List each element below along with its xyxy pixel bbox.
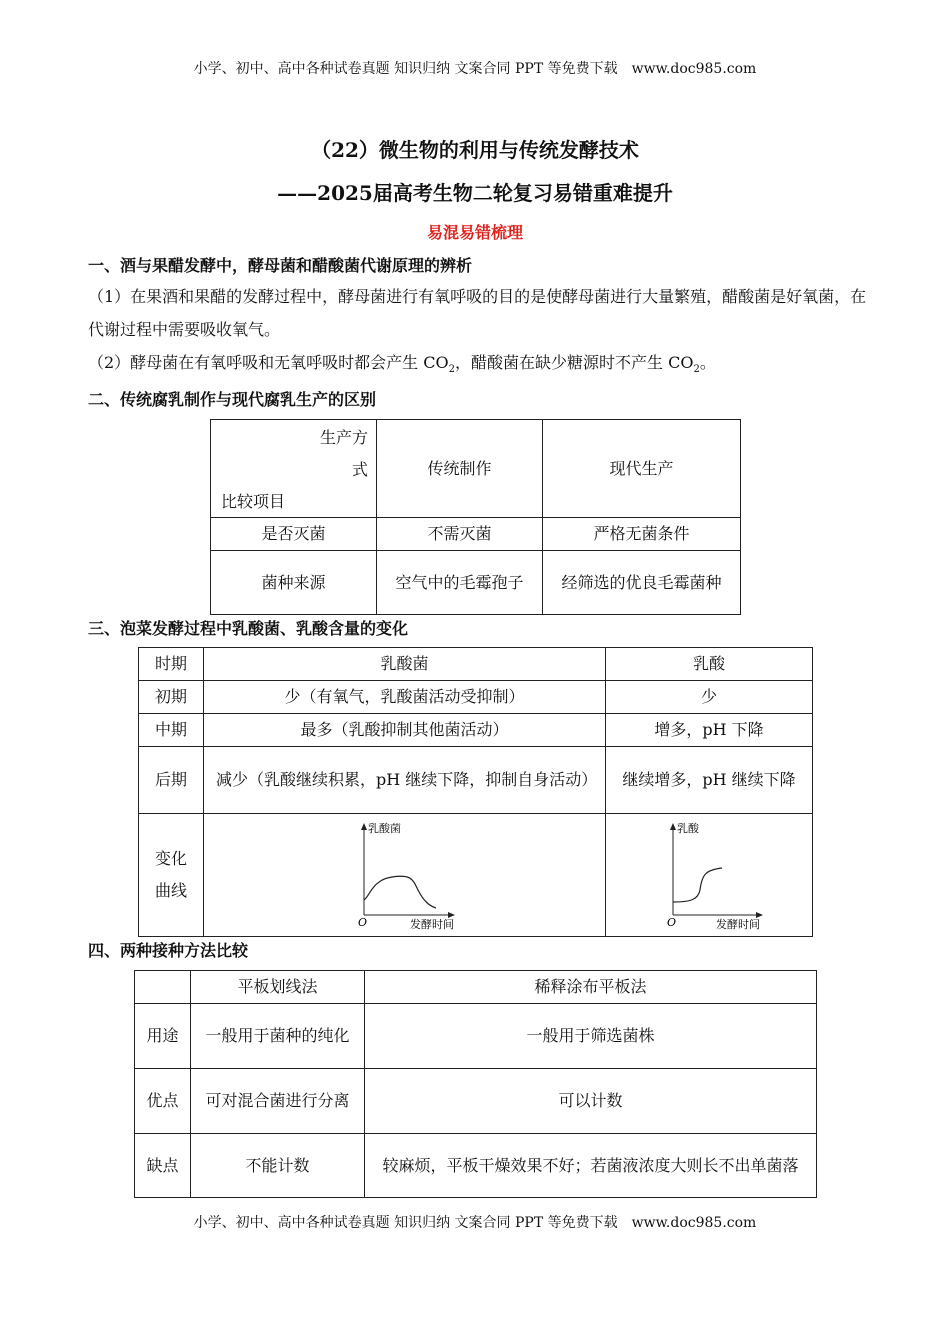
p2-text-c: 。 [699,353,716,372]
cell: 严格无菌条件 [543,518,741,551]
cell: 最多（乳酸抑制其他菌活动） [204,714,606,747]
cell: 继续增多，pH 继续下降 [606,747,813,814]
corner-mid: 式 [351,460,368,479]
col-header: 乳酸 [606,648,813,681]
graph-cell-acid [606,814,813,937]
cell: 可对混合菌进行分离 [191,1069,365,1134]
y-label: 乳酸菌 [368,822,401,835]
table-inoculation-methods [134,970,817,1198]
cell: 少（有氧气，乳酸菌活动受抑制） [204,681,606,714]
cell: 初期 [139,681,204,714]
page-footer: 小学、初中、高中各种试卷真题 知识归纳 文案合同 PPT 等免费下载 www.doc985.com [193,1215,757,1231]
cell: 后期 [139,747,204,814]
section-3-heading: 三、泡菜发酵过程中乳酸菌、乳酸含量的变化 [88,619,409,638]
col-header: 时期 [139,648,204,681]
y-label: 乳酸 [677,822,699,835]
section-1-heading: 一、酒与果醋发酵中，酵母菌和醋酸菌代谢原理的辨析 [88,256,473,275]
x-label: 发酵时间 [716,918,760,930]
corner-top: 生产方 [319,428,368,447]
cell: 用途 [135,1004,191,1069]
col-header [135,971,191,1004]
col-header: 乳酸菌 [204,648,606,681]
cell: 一般用于筛选菌株 [365,1004,817,1069]
bacteria-curve-graph [348,820,508,930]
bacteria-curve [364,876,436,908]
corner-bottom: 比较项目 [221,492,286,511]
cell: 菌种来源 [211,551,377,615]
origin-label: O [667,916,677,929]
section-2-heading: 二、传统腐乳制作与现代腐乳生产的区别 [88,390,377,409]
col-header: 传统制作 [377,420,543,518]
page-header: 小学、初中、高中各种试卷真题 知识归纳 文案合同 PPT 等免费下载 www.doc985.com [193,61,757,77]
cell: 一般用于菌种的纯化 [191,1004,365,1069]
paragraph-2 [88,346,868,386]
section-label: 易混易错梳理 [426,223,523,242]
acid-curve [673,868,722,902]
p2-text-b: ，醋酸菌在缺少糖源时不产生 CO [455,353,694,372]
cell: 中期 [139,714,204,747]
cell: 不需灭菌 [377,518,543,551]
corner-header [211,420,377,518]
table-fermentation-comparison [210,419,741,615]
subscript: 2 [693,364,700,376]
cell: 较麻烦，平板干燥效果不好；若菌液浓度大则长不出单菌落 [365,1134,817,1198]
title-sub: ——2025届高考生物二轮复习易错重难提升 [277,181,673,205]
table-pickle-fermentation [138,647,813,937]
origin-label: O [358,916,368,929]
cell: 经筛选的优良毛霉菌种 [543,551,741,615]
paragraph-1: （1）在果酒和果醋的发酵过程中，酵母菌进行有氧呼吸的目的是使酵母菌进行大量繁殖，醋酸菌是好氧菌，在代谢过程中需要吸收氧气。 [88,287,867,339]
col-header: 稀释涂布平板法 [365,971,817,1004]
p2-text-a: （2）酵母菌在有氧呼吸和无氧呼吸时都会产生 CO [88,353,449,372]
title-main: （22）微生物的利用与传统发酵技术 [311,138,639,162]
y-arrow [361,823,367,830]
subscript: 2 [448,364,456,376]
col-header: 平板划线法 [191,971,365,1004]
cell: 空气中的毛霉孢子 [377,551,543,615]
acid-curve-graph [660,820,770,930]
cell: 不能计数 [191,1134,365,1198]
col-header: 现代生产 [543,420,741,518]
graph-cell-bacteria [204,814,606,937]
cell: 减少（乳酸继续积累，pH 继续下降，抑制自身活动） [204,747,606,814]
section-4-heading: 四、两种接种方法比较 [88,941,249,960]
cell: 优点 [135,1069,191,1134]
cell: 少 [606,681,813,714]
y-arrow [670,823,676,830]
cell: 可以计数 [365,1069,817,1134]
cell: 是否灭菌 [211,518,377,551]
cell: 增多，pH 下降 [606,714,813,747]
cell: 缺点 [135,1134,191,1198]
x-label: 发酵时间 [410,918,454,930]
cell: 变化曲线 [139,814,204,937]
